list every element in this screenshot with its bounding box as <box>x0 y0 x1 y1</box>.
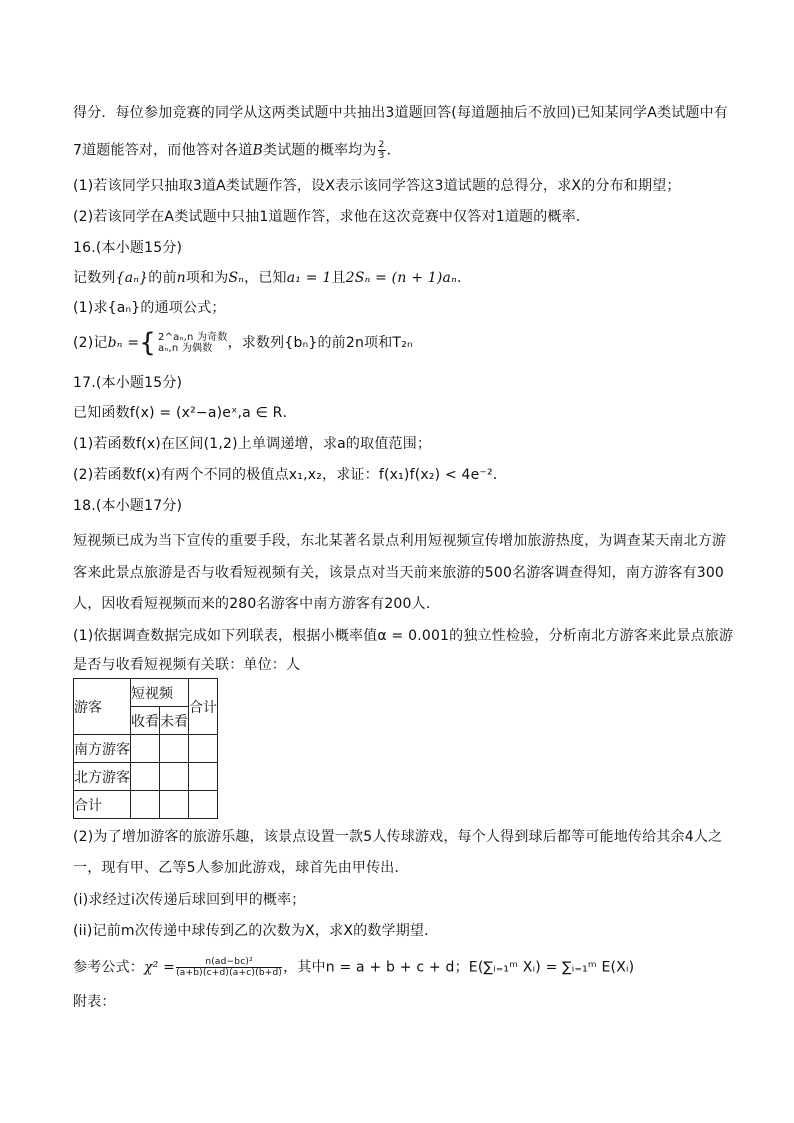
table-row <box>74 791 218 819</box>
problem-17-question-1: (1)若函数f(x)在区间(1,2)上单调递增，求a的取值范围； <box>73 436 432 452</box>
table-cell <box>160 763 189 791</box>
table-cell <box>189 763 218 791</box>
contingency-table <box>73 678 218 819</box>
chi-square-numerator: n(ad−bc)² <box>176 957 282 968</box>
table-cell <box>131 791 160 819</box>
p16-a1: a₁ = 1 <box>286 270 332 286</box>
probability-fraction <box>378 140 386 161</box>
table-cell <box>160 791 189 819</box>
problem-17-stem: 已知函数f(x) = (x²−a)eˣ,a ∈ R． <box>73 405 297 421</box>
problem-16-stem <box>73 268 471 288</box>
problem-18-question-2b: 一，现有甲、乙等5人参加此游戏，球首先由甲传出． <box>73 860 409 876</box>
table-corner-cell: 游客 <box>74 679 131 735</box>
appendix-label: 附表： <box>73 994 116 1010</box>
intro-question-2: (2)若该同学在A类试题中只抽1道题作答，求他在这次竞赛中仅答对1道题的概率． <box>73 209 591 225</box>
problem-16-question-1: (1)求{aₙ}的通项公式； <box>73 300 226 316</box>
table-row-label: 南方游客 <box>74 735 131 763</box>
problem-18-sub-i: (i)求经过i次传递后球回到甲的概率； <box>73 892 306 908</box>
table-group-header: 短视频 <box>131 679 189 707</box>
table-row-label: 北方游客 <box>74 763 131 791</box>
table-subheader-not-watch: 未看 <box>160 707 189 735</box>
p16-text: ． <box>456 270 472 286</box>
table-row-label: 合计 <box>74 791 131 819</box>
intro-line-1: 得分．每位参加竞赛的同学从这两类试题中共抽出3道题回答(每道题抽后不放回)已知某同学A类试题中有 <box>73 105 729 121</box>
problem-16-heading: 16.(本小题15分) <box>73 240 183 256</box>
p16-b-n: bₙ = <box>107 335 140 351</box>
problem-18-question-1a: (1)依据调查数据完成如下列联表，根据小概率值α = 0.001的独立性检验，分析南北方游客来此景点旅游 <box>73 628 734 644</box>
intro-question-1: (1)若该同学只抽取3道A类试题作答，设X表示该同学答这3道试题的总得分，求X的分布和期望； <box>73 178 681 194</box>
fraction-denominator: 3 <box>378 151 385 161</box>
p16-text: ，已知 <box>244 270 287 286</box>
table-row <box>74 763 218 791</box>
p16-text: 项和为 <box>185 270 229 286</box>
reference-label: 参考公式： <box>73 959 144 976</box>
piecewise-odd: 2^aₙ,n 为奇数 <box>158 332 228 343</box>
p16-q2-text: ，求数列{bₙ}的前2n项和T₂ₙ <box>227 335 413 351</box>
table-row <box>74 735 218 763</box>
p16-text: 且 <box>331 270 346 286</box>
table-cell <box>189 735 218 763</box>
problem-18-stem-2: 客来此景点旅游是否与收看短视频有关，该景点对当天前来旅游的500名游客调查得知，南方游客有300 <box>73 565 725 581</box>
piecewise-even: aₙ,n 为偶数 <box>158 343 213 354</box>
table-header-row <box>74 679 218 707</box>
problem-18-question-1b: 是否与收看短视频有关联：单位：人 <box>73 657 301 673</box>
piecewise-brace: { <box>139 328 157 358</box>
intro-line-2-text: 7道题能答对，而他答对各道 <box>73 142 253 159</box>
intro-class-b: B <box>252 142 264 159</box>
piecewise-definition <box>158 332 228 354</box>
table-cell <box>189 791 218 819</box>
p16-sequence-a: {aₙ} <box>115 270 149 286</box>
intro-line-2-text-b: 类试题的概率均为 <box>263 142 377 159</box>
problem-18-stem-1: 短视频已成为当下宣传的重要手段，东北某著名景点利用短视频宣传增加旅游热度，为调查某天南北方游 <box>73 533 727 549</box>
intro-line-2 <box>73 140 401 161</box>
problem-17-question-2: (2)若函数f(x)有两个不同的极值点x₁,x₂，求证：f(x₁)f(x₂) < 4e⁻²． <box>73 467 508 483</box>
chi-square-symbol: χ² = <box>144 959 176 976</box>
chi-square-denominator: (a+b)(c+d)(a+c)(b+d) <box>176 968 283 978</box>
p16-text: 的前 <box>148 270 177 286</box>
reference-formula <box>73 957 634 978</box>
chi-square-fraction <box>176 957 282 978</box>
problem-17-heading: 17.(本小题15分) <box>73 375 183 391</box>
p16-sum-s: Sₙ <box>228 270 245 286</box>
problem-18-stem-3: 人，因收看短视频而来的280名游客中南方游客有200人． <box>73 596 441 612</box>
problem-18-sub-ii: (ii)记前m次传递中球传到乙的次数为X，求X的数学期望． <box>73 923 439 939</box>
reference-formula-tail: ，其中n = a + b + c + d；E(∑ᵢ₌₁ᵐ Xᵢ) = ∑ᵢ₌₁ᵐ E(Xᵢ) <box>283 959 635 976</box>
p16-q2-label: (2)记 <box>73 335 108 351</box>
table-total-column-header: 合计 <box>189 679 218 735</box>
table-cell <box>131 763 160 791</box>
problem-18-heading: 18.(本小题17分) <box>73 498 183 514</box>
problem-16-question-2 <box>73 328 413 358</box>
p16-text: 记数列 <box>73 270 116 286</box>
intro-line-2-end: ． <box>386 142 401 159</box>
table-cell <box>131 735 160 763</box>
table-subheader-watch: 收看 <box>131 707 160 735</box>
table-cell <box>160 735 189 763</box>
p16-relation: 2Sₙ = (n + 1)aₙ <box>345 270 457 286</box>
problem-18-question-2a: (2)为了增加游客的旅游乐趣，该景点设置一款5人传球游戏，每个人得到球后都等可能地传给其余4人之 <box>73 829 723 845</box>
p16-var-n: n <box>176 270 186 286</box>
fraction-numerator: 2 <box>378 140 385 150</box>
